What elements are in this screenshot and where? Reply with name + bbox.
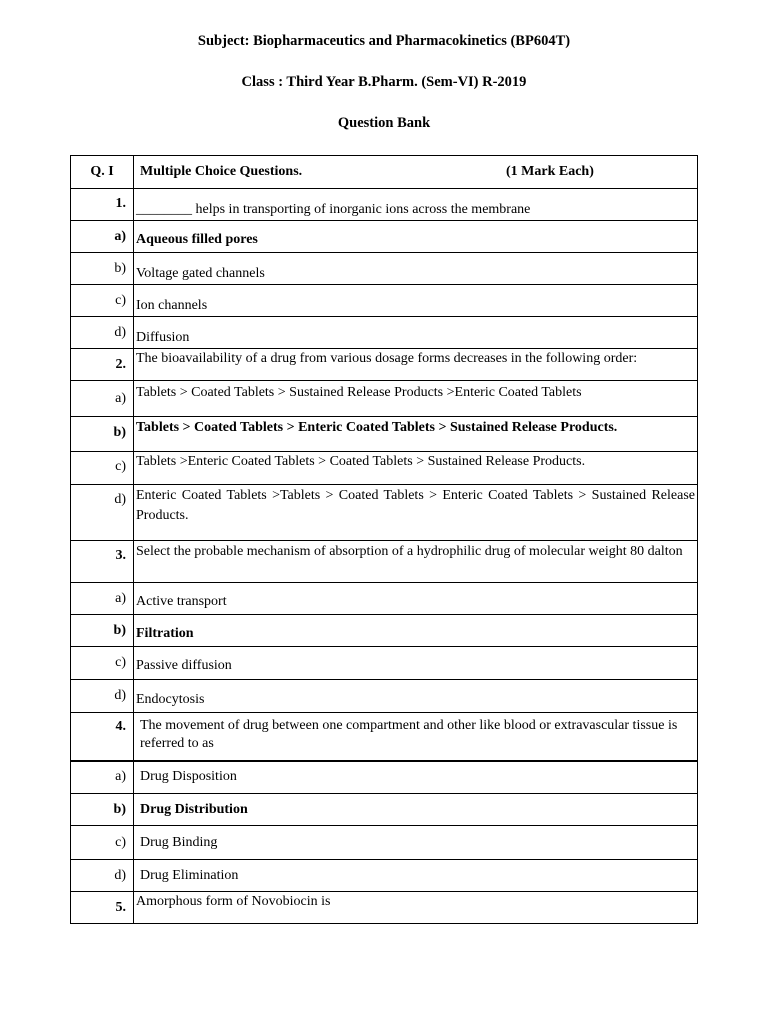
class-heading: Class : Third Year B.Pharm. (Sem-VI) R-2019 (241, 74, 527, 90)
option-label: c) (71, 826, 134, 860)
option-label: a) (71, 381, 134, 417)
question-number: 5. (71, 892, 134, 924)
option-text: Drug Binding (134, 826, 698, 860)
option-label: d) (71, 485, 134, 541)
question-row (71, 892, 698, 924)
question-number: 2. (71, 349, 134, 381)
option-label: d) (71, 680, 134, 713)
option-label: c) (71, 452, 134, 485)
option-label: a) (71, 761, 134, 794)
option-text: Voltage gated channels (134, 253, 698, 285)
option-label: a) (71, 583, 134, 615)
question-text: ________ helps in transporting of inorganic ions across the membrane (134, 189, 698, 221)
option-row (71, 615, 698, 647)
option-text: Diffusion (134, 317, 698, 349)
option-text-correct: Tablets > Coated Tablets > Enteric Coated Tablets > Sustained Release Products. (134, 417, 698, 452)
option-row (71, 381, 698, 417)
question-number: 4. (71, 713, 134, 761)
question-text: The movement of drug between one compartment and other like blood or extravascular tissue is referred to as (134, 713, 698, 761)
option-row (71, 680, 698, 713)
option-row (71, 452, 698, 485)
question-text: Amorphous form of Novobiocin is (134, 892, 698, 924)
question-number: 1. (71, 189, 134, 221)
option-label: d) (71, 317, 134, 349)
option-row (71, 253, 698, 285)
qno-header: Q. I (71, 156, 134, 189)
question-row (71, 713, 698, 761)
option-row (71, 285, 698, 317)
option-row (71, 485, 698, 541)
option-row (71, 794, 698, 826)
option-row (71, 317, 698, 349)
option-text: Endocytosis (134, 680, 698, 713)
subject-heading: Subject: Biopharmaceutics and Pharmacokinetics (BP604T) (197, 33, 571, 49)
question-row (71, 541, 698, 583)
option-label: b) (71, 253, 134, 285)
option-row (71, 761, 698, 794)
option-text: Tablets > Coated Tablets > Sustained Release Products >Enteric Coated Tablets (134, 381, 698, 417)
option-text: Active transport (134, 583, 698, 615)
option-text: Tablets >Enteric Coated Tablets > Coated Tablets > Sustained Release Products. (134, 452, 698, 485)
question-text: The bioavailability of a drug from various dosage forms decreases in the following order: (134, 349, 698, 381)
option-text: Drug Elimination (134, 860, 698, 892)
question-text: Select the probable mechanism of absorption of a hydrophilic drug of molecular weight 80 dalton (134, 541, 698, 583)
option-text-correct: Filtration (134, 615, 698, 647)
table-header-row (71, 156, 698, 189)
marks-label: (1 Mark Each) (506, 164, 594, 179)
option-row (71, 826, 698, 860)
option-row (71, 221, 698, 253)
question-number: 3. (71, 541, 134, 583)
option-row (71, 860, 698, 892)
option-text: Ion channels (134, 285, 698, 317)
option-label: a) (71, 221, 134, 253)
option-row (71, 647, 698, 680)
option-text: Drug Disposition (134, 761, 698, 794)
option-label: c) (71, 647, 134, 680)
section-header (134, 156, 698, 189)
option-row (71, 583, 698, 615)
option-text-correct: Drug Distribution (134, 794, 698, 826)
option-label: c) (71, 285, 134, 317)
question-row (71, 189, 698, 221)
option-row (71, 417, 698, 452)
option-label: b) (71, 794, 134, 826)
option-text: Enteric Coated Tablets >Tablets > Coated Tablets > Enteric Coated Tablets > Sustained Release Products. (134, 485, 698, 541)
document-title: Question Bank (337, 115, 431, 131)
option-label: b) (71, 417, 134, 452)
question-row (71, 349, 698, 381)
option-text-correct: Aqueous filled pores (134, 221, 698, 253)
option-label: d) (71, 860, 134, 892)
question-table (70, 155, 698, 924)
section-label: Multiple Choice Questions. (140, 164, 303, 179)
option-label: b) (71, 615, 134, 647)
option-text: Passive diffusion (134, 647, 698, 680)
